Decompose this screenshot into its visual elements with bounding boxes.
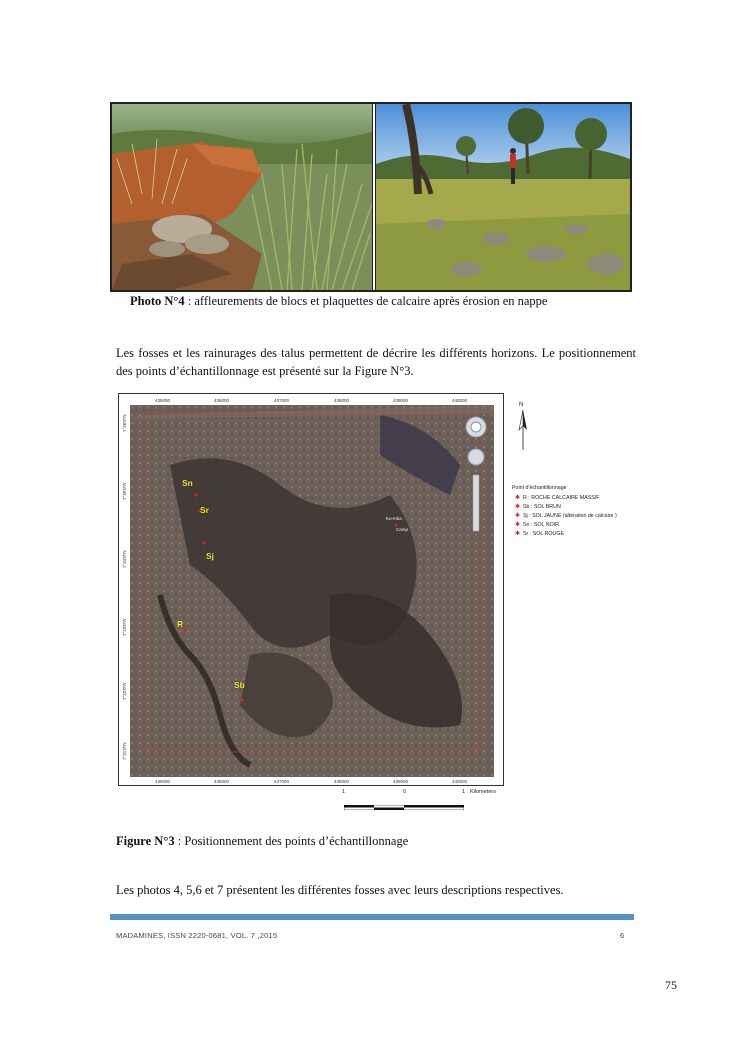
figure-caption-label: Figure N°3 — [116, 834, 175, 848]
scale-left: 1 — [342, 789, 346, 795]
point-label-sj: Sj — [206, 551, 215, 561]
legend-item — [515, 521, 559, 528]
scale-right: 1 — [462, 789, 466, 795]
point-label-r: R — [177, 619, 184, 629]
bottom-tick: 440000 — [452, 779, 468, 784]
left-tick: 7°33'0"N — [122, 618, 127, 636]
place-label: Camp — [396, 527, 409, 532]
scale-unit: Kilometers — [470, 789, 496, 795]
top-tick: 436000 — [214, 398, 230, 403]
scale-mid: 0 — [403, 789, 407, 795]
legend-item — [515, 512, 617, 519]
marker-icon: ✱ — [515, 504, 521, 510]
top-tick: 435000 — [155, 398, 171, 403]
paragraph-photos: Les photos 4, 5,6 et 7 présentent les différentes fosses avec leurs descriptions respectives. — [116, 883, 564, 897]
top-tick: 440000 — [452, 398, 468, 403]
bottom-tick: 438000 — [334, 779, 350, 784]
satellite-map — [130, 405, 494, 777]
footer-accent-bar — [110, 914, 634, 920]
footer-journal: MADAMINES, ISSN 2220-0681, VOL. 7 ,2015 — [116, 931, 278, 940]
legend-title: Point d'échantillonnage — [512, 485, 567, 491]
photo-caption-text: : affleurements de blocs et plaquettes de calcaire après érosion en nappe — [184, 294, 548, 308]
legend-item-label: Sj : SOL JAUNE (altération de calcaire ) — [523, 513, 617, 519]
point-label-sb: Sb — [234, 680, 245, 690]
figure-caption-text: : Positionnement des points d’échantillonnage — [174, 834, 409, 848]
scale-bar — [344, 797, 464, 802]
photo-caption-label: Photo N°4 — [130, 294, 185, 308]
legend-item-label: R : ROCHE CALCAIRE MASSIF — [523, 495, 600, 501]
photo-right-field — [376, 104, 630, 290]
photo-caption — [130, 294, 547, 309]
legend-item-label: Sb : SOL BRUN — [523, 504, 561, 510]
legend-item — [515, 503, 561, 510]
legend-item — [515, 530, 564, 537]
left-tick: 7°31'0"N — [122, 742, 127, 760]
bottom-tick: 435000 — [155, 779, 171, 784]
point-label-sr: Sr — [200, 505, 209, 515]
point-label-sn: Sn — [182, 478, 193, 488]
paragraph-horizons: Les fosses et les rainurages des talus permettent de décrire les différents horizons. Le positionnement des points d’échantillonnage est présenté sur la Figure N°3. — [116, 346, 636, 378]
north-label: N — [519, 402, 524, 408]
place-label: Ko-mba — [386, 516, 402, 521]
legend-item-label: Sn : SOL NOIR — [523, 522, 560, 528]
left-tick: 7°34'0"N — [122, 550, 127, 568]
marker-icon: ✱ — [515, 531, 521, 537]
bottom-tick: 437000 — [274, 779, 290, 784]
left-tick: 7°35'0"N — [122, 482, 127, 500]
top-tick: 438000 — [334, 398, 350, 403]
photo-left-outcrop — [112, 104, 372, 290]
marker-icon: ✱ — [515, 522, 521, 528]
left-tick: 7°36'0"N — [122, 414, 127, 432]
page-number: 75 — [665, 978, 677, 992]
figure-caption — [116, 834, 408, 849]
legend-item-label: Sr : SOL ROUGE — [523, 531, 565, 537]
footer-inner-page: 6 — [620, 931, 625, 940]
left-tick: 7°32'0"N — [122, 682, 127, 700]
bottom-tick: 439000 — [393, 779, 409, 784]
top-tick: 437000 — [274, 398, 290, 403]
top-tick: 439000 — [393, 398, 409, 403]
bottom-tick: 436000 — [214, 779, 230, 784]
marker-icon: ✱ — [515, 513, 521, 519]
north-arrow-icon — [518, 410, 528, 460]
legend-item — [515, 494, 600, 501]
marker-icon: ✱ — [515, 495, 521, 501]
